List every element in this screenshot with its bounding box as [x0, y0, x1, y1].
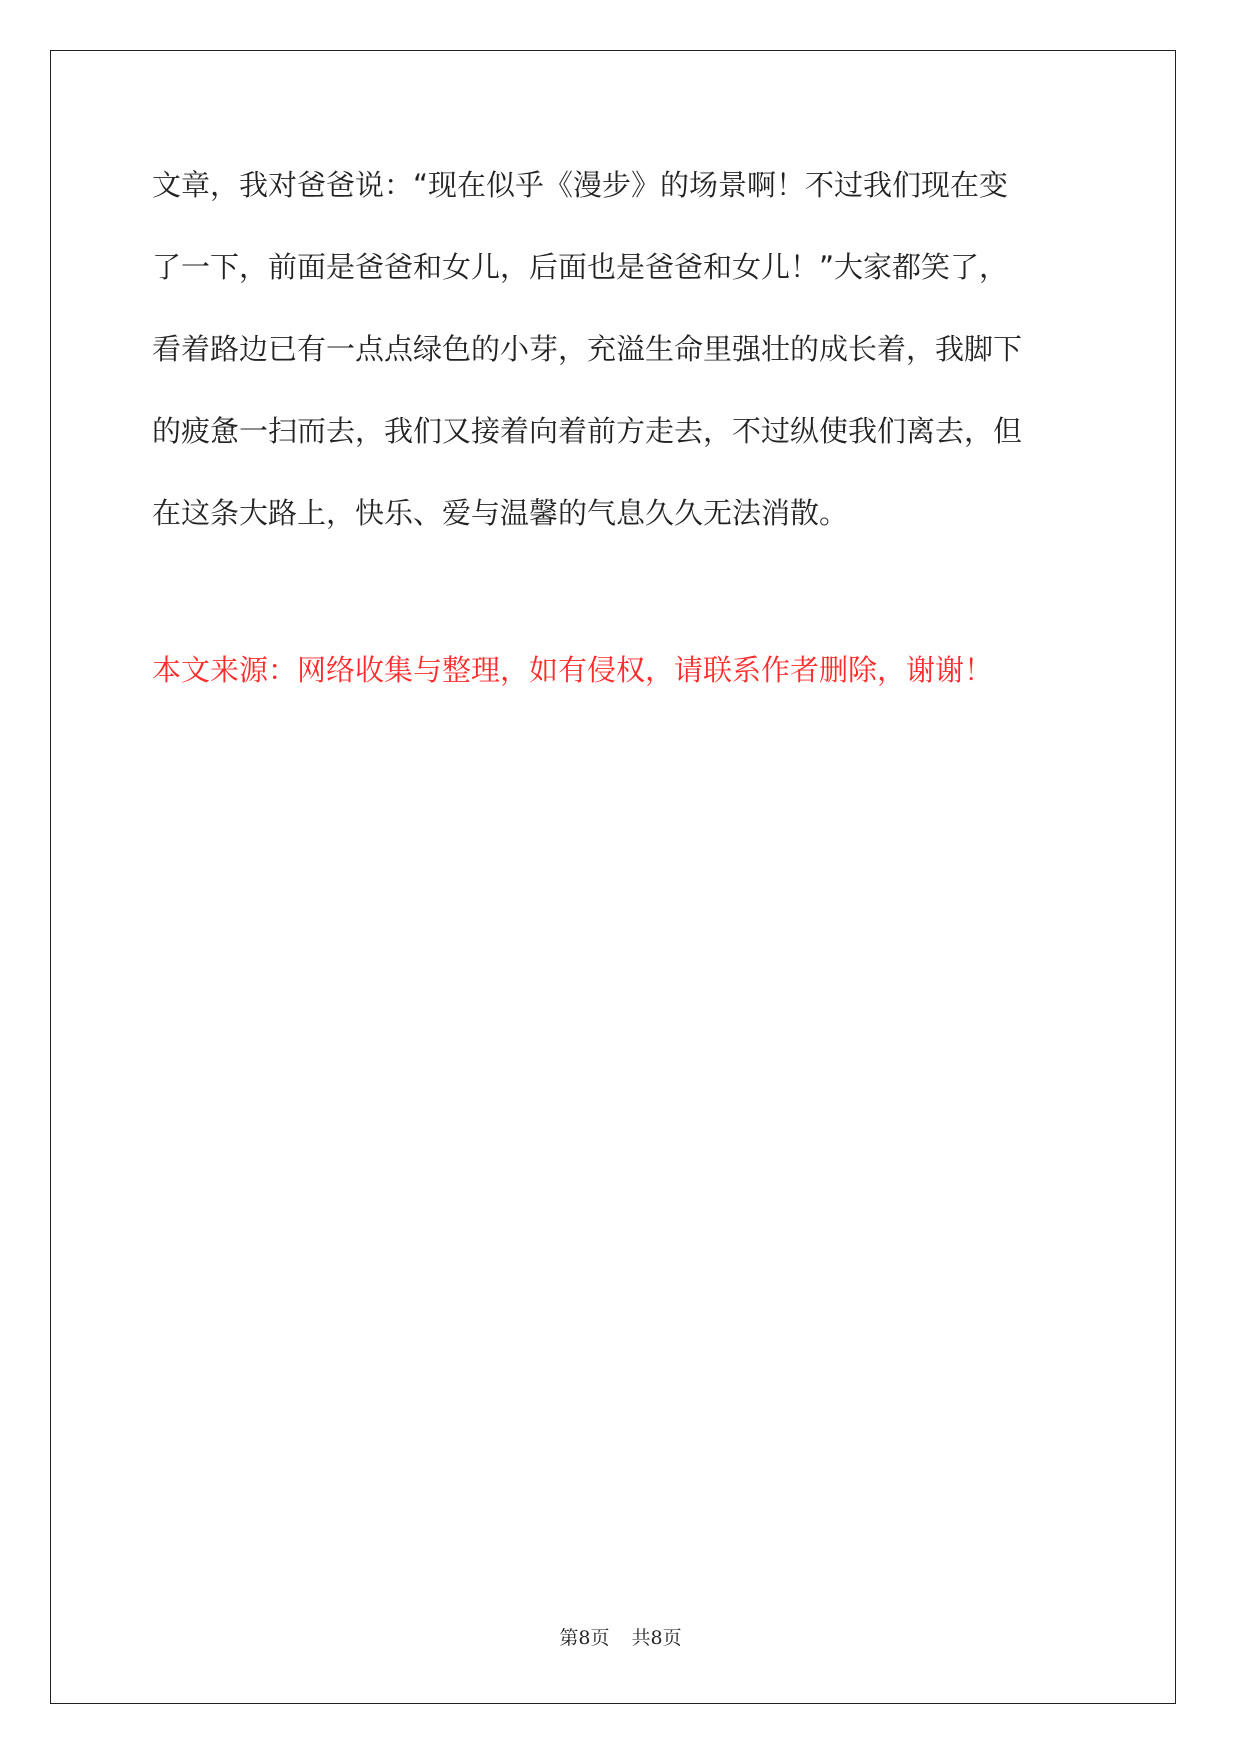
total-pages: 共8页 [631, 1627, 682, 1649]
body-line: 了一下，前面是爸爸和女儿，后面也是爸爸和女儿！”大家都笑了， [152, 250, 1009, 284]
body-line: 文章，我对爸爸说：“现在似乎《漫步》的场景啊！不过我们现在变 [152, 168, 1009, 202]
page-footer [0, 1623, 1241, 1650]
body-line: 在这条大路上，快乐、爱与温馨的气息久久无法消散。 [152, 496, 849, 530]
body-line: 的疲惫一扫而去，我们又接着向着前方走去，不过纵使我们离去，但 [152, 414, 1023, 448]
body-text [152, 165, 1092, 575]
source-note: 本文来源：网络收集与整理，如有侵权，请联系作者删除，谢谢！ [152, 653, 994, 687]
current-page-number: 第8页 [559, 1627, 610, 1649]
body-line: 看着路边已有一点点绿色的小芽，充溢生命里强壮的成长着，我脚下 [152, 332, 1023, 366]
